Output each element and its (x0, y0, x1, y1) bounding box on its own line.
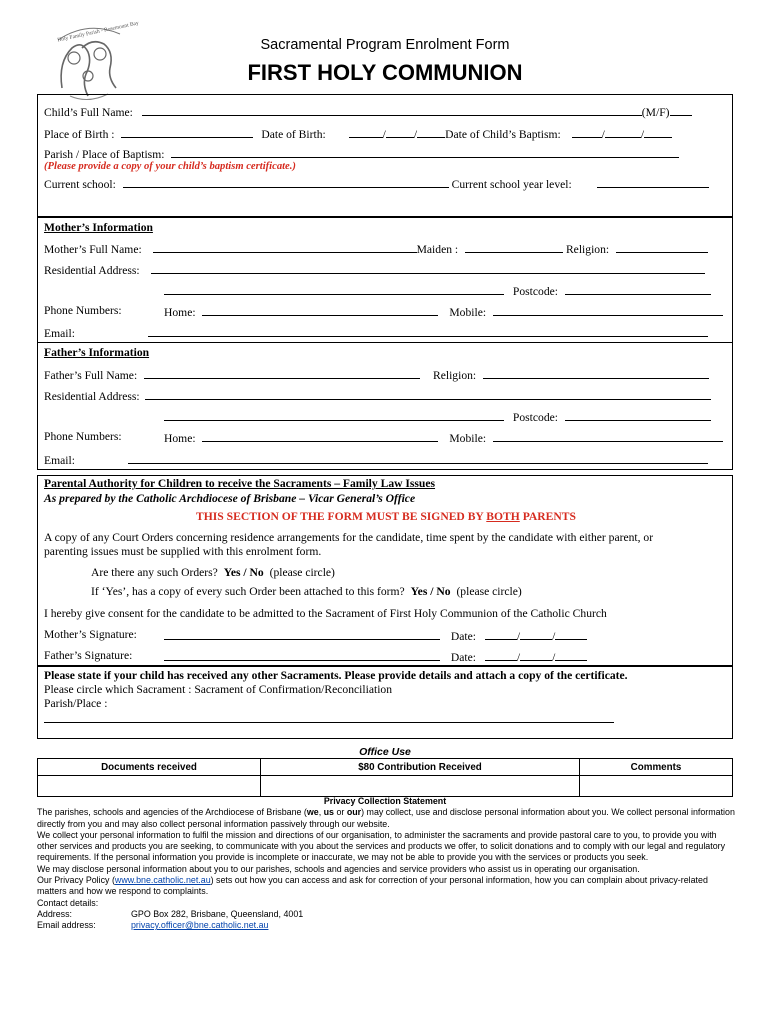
birth-month-field[interactable] (386, 126, 414, 138)
father-home-phone-field[interactable] (202, 430, 438, 442)
privacy-we: we (306, 807, 319, 818)
mother-email-label: Email: (44, 327, 75, 340)
parents-section (37, 217, 733, 470)
privacy-p4-text: Our Privacy Policy ( (37, 875, 115, 886)
form-title: FIRST HOLY COMMUNION (247, 60, 523, 85)
mother-heading: Mother’s Information (44, 221, 153, 234)
court-orders-text-2: parenting issues must be supplied with this enrolment form. (44, 545, 322, 558)
privacy-or: or (334, 807, 347, 818)
contact-address-label: Address: (37, 908, 73, 919)
date-separator: / (552, 630, 556, 643)
child-section (37, 94, 733, 217)
baptism-year-field[interactable] (644, 126, 672, 138)
child-mf-label: (M/F) (641, 106, 670, 119)
father-name-label: Father’s Full Name: (44, 369, 138, 382)
school-year-field[interactable] (597, 176, 709, 188)
orders-question: Are there any such Orders? (91, 566, 218, 579)
father-religion-label: Religion: (432, 369, 477, 382)
mother-sig-year-field[interactable] (555, 628, 587, 640)
mother-religion-label: Religion: (565, 243, 610, 256)
contact-address-value: GPO Box 282, Brisbane, Queensland, 4001 (131, 908, 304, 919)
mother-address-field[interactable] (151, 262, 705, 274)
contact-address-row (37, 909, 737, 920)
current-school-field[interactable] (123, 176, 449, 188)
baptism-certificate-note: (Please provide a copy of your child’s baptism certificate.) (44, 161, 296, 172)
office-col-contribution: $80 Contribution Received (261, 759, 580, 776)
father-email-field[interactable] (128, 452, 708, 464)
mother-mobile-label: Mobile: (449, 306, 487, 319)
child-name-field[interactable] (142, 104, 642, 116)
form-subtitle: Sacramental Program Enrolment Form (260, 37, 510, 53)
office-documents-cell[interactable] (38, 776, 261, 797)
privacy-our: our (346, 807, 362, 818)
privacy-paragraph-3: We may disclose personal information about you to our parishes, schools and agencies and service providers who assist us in operating our organisation. (37, 863, 640, 874)
other-sacraments-section (37, 666, 733, 739)
office-col-documents: Documents received (38, 759, 261, 776)
privacy-p4-rest: ) sets out how you can access and ask for correction of your personal information, how you can complain about privacy-related matters and how we respond to complaints. (37, 875, 708, 897)
office-use-table (37, 758, 733, 797)
notice-both: BOTH (486, 510, 520, 523)
baptism-parish-field[interactable] (171, 146, 679, 158)
father-email-label: Email: (44, 454, 75, 467)
privacy-paragraph-1 (37, 807, 737, 830)
contact-email-label: Email address: (37, 920, 96, 931)
consent-statement: I hereby give consent for the candidate to be admitted to the Sacrament of First Holy Communion of the Catholic Church (44, 607, 607, 620)
privacy-sep: , (318, 807, 324, 818)
father-home-label: Home: (164, 432, 196, 445)
date-separator: / (552, 651, 556, 664)
birth-date-label: Date of Birth: (261, 128, 326, 141)
child-name-label: Child’s Full Name: (44, 106, 133, 119)
other-parish-label: Parish/Place : (44, 697, 108, 710)
privacy-email-link[interactable]: privacy.officer@bne.catholic.net.au (131, 920, 269, 931)
other-parish-field[interactable] (44, 711, 614, 723)
mother-religion-field[interactable] (616, 241, 708, 253)
father-signature-field[interactable] (164, 649, 440, 661)
orders-yes-no[interactable]: Yes / No (223, 566, 264, 579)
logo-text: Holy Family Parish - Rosemount Bay (56, 20, 140, 44)
birth-place-field[interactable] (121, 126, 253, 138)
copy-attached-yes-no[interactable]: Yes / No (410, 585, 451, 598)
mother-signature-field[interactable] (164, 628, 440, 640)
mother-signature-label: Mother’s Signature: (44, 628, 137, 641)
mother-postcode-label: Postcode: (512, 285, 558, 298)
copy-attached-question: If ‘Yes’, has a copy of every such Order been attached to this form? (91, 585, 405, 598)
father-sig-day-field[interactable] (485, 649, 517, 661)
maiden-name-field[interactable] (465, 241, 563, 253)
date-separator: / (382, 128, 386, 141)
mother-home-label: Home: (164, 306, 196, 319)
mother-mobile-field[interactable] (493, 304, 723, 316)
birth-place-label: Place of Birth : (44, 128, 115, 141)
baptism-month-field[interactable] (605, 126, 641, 138)
date-separator: / (516, 651, 521, 664)
birth-day-field[interactable] (349, 126, 383, 138)
father-postcode-field[interactable] (565, 409, 711, 421)
date-separator: / (516, 630, 521, 643)
other-sacraments-instruction: Please state if your child has received any other Sacraments. Please provide details and attach a copy of the certificate. (44, 669, 628, 682)
father-sig-month-field[interactable] (520, 649, 552, 661)
baptism-date-label: Date of Child’s Baptism: (445, 128, 561, 141)
date-separator: / (601, 128, 605, 141)
child-gender-field[interactable] (670, 104, 692, 116)
father-mobile-field[interactable] (493, 430, 723, 442)
mother-name-field[interactable] (153, 241, 417, 253)
privacy-p1-text: The parishes, schools and agencies of the Archdiocese of Brisbane ( (37, 807, 307, 818)
contact-details-label: Contact details: (37, 897, 99, 908)
mother-name-label: Mother’s Full Name: (44, 243, 142, 256)
baptism-parish-label: Parish / Place of Baptism: (44, 148, 165, 161)
father-religion-field[interactable] (483, 367, 709, 379)
privacy-us: us (323, 807, 334, 818)
orders-hint: (please circle) (269, 566, 335, 579)
mother-home-phone-field[interactable] (202, 304, 438, 316)
current-school-label: Current school: (44, 178, 116, 191)
contact-email-row (37, 920, 737, 931)
court-orders-text-1: A copy of any Court Orders concerning residence arrangements for the candidate, time spent by the candidate with either parent, or (44, 531, 654, 544)
father-address-field[interactable] (145, 388, 711, 400)
privacy-paragraph-2: We collect your personal information to fulfil the mission and directions of our organisation, to administer the sacraments and provide pastoral care to you, to provide you with other services and products you are seeking, to communicate with you about the services and products we offer, to solicit donations and to comply with our legal and regulatory requirements. If the personal information you provide is incomplete or inaccurate, we may not be able to provide you with the services or products you seek. (37, 829, 726, 863)
mother-phone-label: Phone Numbers: (44, 304, 122, 317)
office-use-title: Office Use (359, 746, 411, 758)
father-signature-label: Father’s Signature: (44, 649, 133, 662)
mother-address-label: Residential Address: (44, 264, 140, 277)
parental-heading: Parental Authority for Children to receive the Sacraments – Family Law Issues (44, 477, 436, 490)
privacy-statement (37, 796, 737, 932)
mother-postcode-field[interactable] (565, 283, 711, 295)
privacy-p1-rest: ) may collect, use and disclose personal information about you. We collect personal information directly from you and may also collect personal information passively through our website. (37, 807, 735, 829)
father-mobile-label: Mobile: (449, 432, 487, 445)
office-contribution-cell[interactable] (261, 776, 580, 797)
privacy-policy-link[interactable]: www.bne.catholic.net.au (114, 875, 211, 886)
father-postcode-label: Postcode: (512, 411, 558, 424)
privacy-paragraph-4 (37, 875, 737, 898)
notice-text-end: PARENTS (519, 510, 576, 523)
mother-email-field[interactable] (148, 325, 708, 337)
maiden-label: Maiden : (416, 243, 459, 256)
father-address-line2-field[interactable] (164, 409, 504, 421)
mother-sig-date-label: Date: (450, 630, 477, 643)
father-sig-year-field[interactable] (555, 649, 587, 661)
copy-attached-hint: (please circle) (456, 585, 522, 598)
office-col-comments: Comments (580, 759, 733, 776)
both-parents-notice (38, 510, 734, 523)
father-name-field[interactable] (144, 367, 420, 379)
birth-year-field[interactable] (417, 126, 445, 138)
privacy-title: Privacy Collection Statement (323, 796, 447, 806)
mother-sig-day-field[interactable] (485, 628, 517, 640)
father-address-label: Residential Address: (44, 390, 140, 403)
sacrament-circle-line[interactable]: Please circle which Sacrament : Sacrament of Confirmation/Reconciliation (44, 683, 393, 696)
date-separator: / (413, 128, 418, 141)
father-heading: Father’s Information (44, 346, 150, 359)
parental-authority-section (37, 475, 733, 666)
father-sig-date-label: Date: (450, 651, 477, 664)
parental-subheading: As prepared by the Catholic Archdiocese of Brisbane – Vicar General’s Office (44, 492, 416, 505)
office-comments-cell[interactable] (580, 776, 733, 797)
school-year-label: Current school year level: (451, 178, 572, 191)
mother-address-line2-field[interactable] (164, 283, 504, 295)
baptism-day-field[interactable] (572, 126, 602, 138)
date-separator: / (640, 128, 645, 141)
notice-text: THIS SECTION OF THE FORM MUST BE SIGNED BY (196, 510, 487, 523)
mother-sig-month-field[interactable] (520, 628, 552, 640)
father-phone-label: Phone Numbers: (44, 430, 122, 443)
